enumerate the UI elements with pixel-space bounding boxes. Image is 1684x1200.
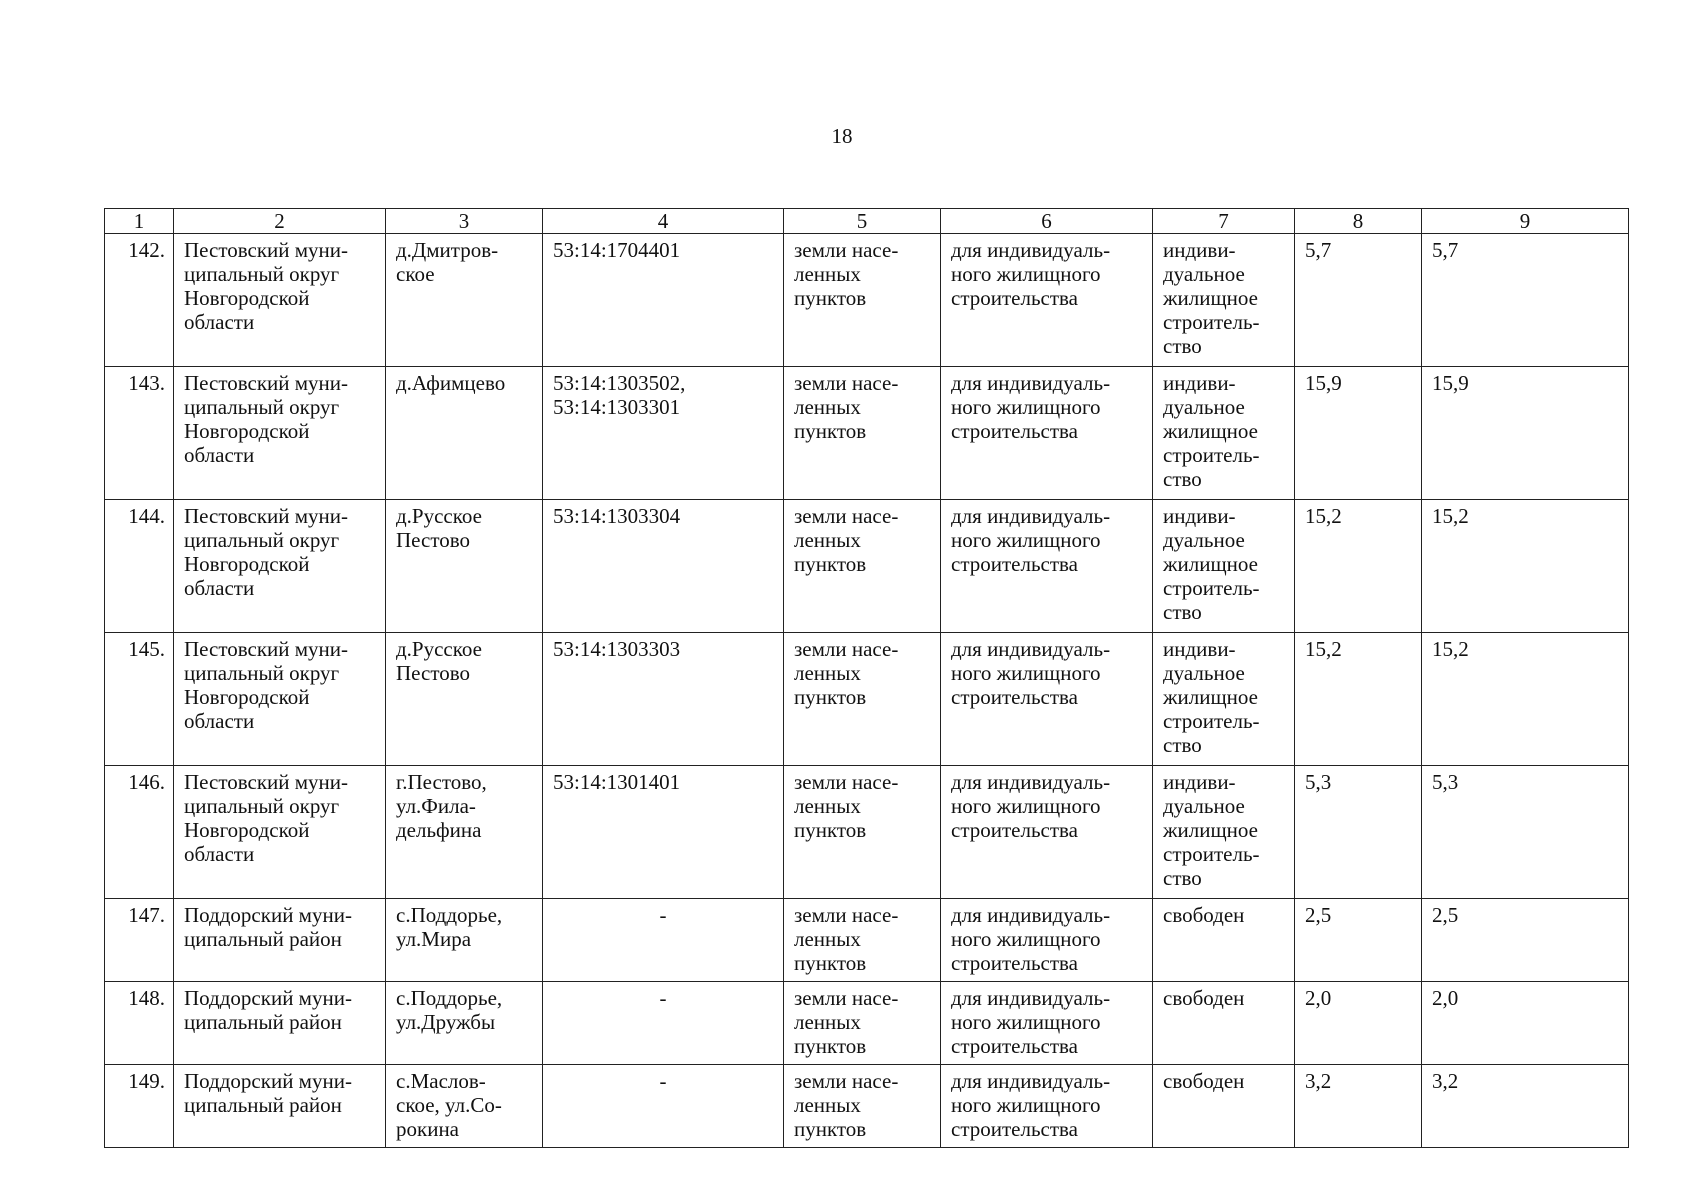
- table-row: [105, 633, 1629, 766]
- column-numbers-row: [105, 209, 1629, 234]
- area-cell: [1295, 766, 1422, 899]
- row-number: [105, 766, 174, 899]
- table-row: [105, 500, 1629, 633]
- status-cell: [1153, 500, 1295, 633]
- municipality-cell-text: Поддорский муни- ципальный район: [184, 986, 352, 1034]
- location-cell: [386, 633, 543, 766]
- location-cell-text: д.Афимцево: [396, 371, 506, 395]
- permitted-use-cell-text: для индивидуаль- ного жилищного строительства: [951, 238, 1111, 310]
- permitted-use-cell: [941, 766, 1153, 899]
- cadastral-cell-text: -: [659, 903, 667, 927]
- status-cell-text: индиви- дуальное жилищное строитель- ство: [1163, 238, 1260, 358]
- cadastral-cell: [543, 500, 784, 633]
- column-header-9: 9: [1422, 209, 1629, 234]
- status-cell: [1153, 766, 1295, 899]
- status-cell-text: свободен: [1163, 1069, 1245, 1093]
- land-category-cell-text: земли насе- ленных пунктов: [794, 986, 899, 1058]
- area-cell-2: [1422, 766, 1629, 899]
- municipality-cell-text: Поддорский муни- ципальный район: [184, 903, 352, 951]
- area-cell: [1295, 367, 1422, 500]
- area-cell-2: [1422, 234, 1629, 367]
- area-cell-2-text: 5,7: [1432, 238, 1459, 262]
- land-category-cell-text: земли насе- ленных пунктов: [794, 504, 899, 576]
- row-number: [105, 1065, 174, 1148]
- permitted-use-cell: [941, 500, 1153, 633]
- cadastral-cell-text: 53:14:1303502, 53:14:1303301: [553, 371, 686, 419]
- municipality-cell-text: Пестовский муни- ципальный округ Новгородской области: [184, 637, 349, 733]
- row-number-text: 143.: [128, 371, 165, 395]
- row-number: [105, 367, 174, 500]
- area-cell-text: 5,7: [1305, 238, 1332, 262]
- status-cell: [1153, 234, 1295, 367]
- land-category-cell-text: земли насе- ленных пунктов: [794, 770, 899, 842]
- status-cell: [1153, 982, 1295, 1065]
- cadastral-cell: [543, 766, 784, 899]
- permitted-use-cell: [941, 367, 1153, 500]
- location-cell-text: с.Маслов- ское, ул.Со- рокина: [396, 1069, 502, 1141]
- land-category-cell-text: земли насе- ленных пунктов: [794, 371, 899, 443]
- cadastral-cell-text: 53:14:1303304: [553, 504, 681, 528]
- status-cell-text: свободен: [1163, 903, 1245, 927]
- status-cell-text: индиви- дуальное жилищное строитель- ство: [1163, 371, 1260, 491]
- area-cell-2: [1422, 500, 1629, 633]
- table-row: [105, 367, 1629, 500]
- column-header-1: 1: [105, 209, 174, 234]
- table-row: [105, 899, 1629, 982]
- land-category-cell: [784, 899, 941, 982]
- municipality-cell: [174, 234, 386, 367]
- municipality-cell: [174, 633, 386, 766]
- area-cell-2: [1422, 982, 1629, 1065]
- permitted-use-cell: [941, 899, 1153, 982]
- land-category-cell: [784, 982, 941, 1065]
- location-cell: [386, 367, 543, 500]
- land-category-cell-text: земли насе- ленных пунктов: [794, 1069, 899, 1141]
- municipality-cell-text: Поддорский муни- ципальный район: [184, 1069, 352, 1117]
- cadastral-cell-text: 53:14:1301401: [553, 770, 681, 794]
- area-cell-text: 3,2: [1305, 1069, 1332, 1093]
- column-header-4: 4: [543, 209, 784, 234]
- row-number-text: 147.: [128, 903, 165, 927]
- location-cell-text: с.Поддорье, ул.Дружбы: [396, 986, 503, 1034]
- land-category-cell: [784, 633, 941, 766]
- permitted-use-cell-text: для индивидуаль- ного жилищного строительства: [951, 371, 1111, 443]
- municipality-cell-text: Пестовский муни- ципальный округ Новгородской области: [184, 238, 349, 334]
- permitted-use-cell-text: для индивидуаль- ного жилищного строительства: [951, 637, 1111, 709]
- row-number-text: 145.: [128, 637, 165, 661]
- row-number: [105, 234, 174, 367]
- cadastral-cell-text: 53:14:1704401: [553, 238, 681, 262]
- cadastral-cell: [543, 899, 784, 982]
- location-cell: [386, 234, 543, 367]
- row-number-text: 148.: [128, 986, 165, 1010]
- table-row: [105, 982, 1629, 1065]
- location-cell: [386, 899, 543, 982]
- area-cell-2-text: 5,3: [1432, 770, 1459, 794]
- row-number: [105, 982, 174, 1065]
- land-category-cell: [784, 234, 941, 367]
- municipality-cell: [174, 1065, 386, 1148]
- table-row: [105, 766, 1629, 899]
- column-header-7: 7: [1153, 209, 1295, 234]
- municipality-cell: [174, 766, 386, 899]
- row-number-text: 144.: [128, 504, 165, 528]
- status-cell-text: индиви- дуальное жилищное строитель- ство: [1163, 637, 1260, 757]
- location-cell: [386, 982, 543, 1065]
- area-cell-text: 5,3: [1305, 770, 1332, 794]
- area-cell-2-text: 2,5: [1432, 903, 1459, 927]
- area-cell-2-text: 15,9: [1432, 371, 1469, 395]
- row-number: [105, 633, 174, 766]
- cadastral-cell: [543, 982, 784, 1065]
- land-category-cell: [784, 1065, 941, 1148]
- status-cell: [1153, 633, 1295, 766]
- area-cell-2-text: 3,2: [1432, 1069, 1459, 1093]
- municipality-cell: [174, 367, 386, 500]
- area-cell: [1295, 234, 1422, 367]
- municipality-cell-text: Пестовский муни- ципальный округ Новгородской области: [184, 770, 349, 866]
- table-body: [105, 234, 1629, 1148]
- column-header-5: 5: [784, 209, 941, 234]
- area-cell-2-text: 2,0: [1432, 986, 1459, 1010]
- location-cell-text: с.Поддорье, ул.Мира: [396, 903, 503, 951]
- permitted-use-cell-text: для индивидуаль- ного жилищного строительства: [951, 770, 1111, 842]
- status-cell-text: индиви- дуальное жилищное строитель- ство: [1163, 770, 1260, 890]
- area-cell: [1295, 633, 1422, 766]
- page-number: 18: [831, 124, 853, 148]
- location-cell: [386, 500, 543, 633]
- table-row: [105, 1065, 1629, 1148]
- municipality-cell: [174, 982, 386, 1065]
- permitted-use-cell: [941, 1065, 1153, 1148]
- status-cell: [1153, 899, 1295, 982]
- area-cell: [1295, 982, 1422, 1065]
- municipality-cell-text: Пестовский муни- ципальный округ Новгородской области: [184, 371, 349, 467]
- area-cell: [1295, 899, 1422, 982]
- row-number: [105, 500, 174, 633]
- area-cell-text: 2,5: [1305, 903, 1332, 927]
- cadastral-cell: [543, 234, 784, 367]
- municipality-cell: [174, 500, 386, 633]
- row-number: [105, 899, 174, 982]
- area-cell-text: 15,9: [1305, 371, 1342, 395]
- status-cell: [1153, 1065, 1295, 1148]
- permitted-use-cell-text: для индивидуаль- ного жилищного строительства: [951, 903, 1111, 975]
- location-cell-text: д.Русское Пестово: [396, 637, 482, 685]
- area-cell-text: 2,0: [1305, 986, 1332, 1010]
- area-cell-2: [1422, 633, 1629, 766]
- status-cell-text: свободен: [1163, 986, 1245, 1010]
- cadastral-cell: [543, 367, 784, 500]
- cadastral-cell-text: 53:14:1303303: [553, 637, 681, 661]
- column-header-2: 2: [174, 209, 386, 234]
- land-category-cell: [784, 367, 941, 500]
- table-header: [105, 209, 1629, 234]
- cadastral-cell: [543, 1065, 784, 1148]
- location-cell: [386, 766, 543, 899]
- row-number-text: 146.: [128, 770, 165, 794]
- permitted-use-cell-text: для индивидуаль- ного жилищного строительства: [951, 986, 1111, 1058]
- area-cell-2-text: 15,2: [1432, 637, 1469, 661]
- area-cell-2: [1422, 1065, 1629, 1148]
- location-cell-text: д.Русское Пестово: [396, 504, 482, 552]
- cadastral-cell: [543, 633, 784, 766]
- cadastral-cell-text: -: [659, 1069, 667, 1093]
- permitted-use-cell-text: для индивидуаль- ного жилищного строительства: [951, 504, 1111, 576]
- row-number-text: 142.: [128, 238, 165, 262]
- location-cell-text: г.Пестово, ул.Фила- дельфина: [396, 770, 487, 842]
- municipality-cell: [174, 899, 386, 982]
- land-category-cell: [784, 500, 941, 633]
- land-plots-table: [104, 208, 1629, 1148]
- land-category-cell-text: земли насе- ленных пунктов: [794, 903, 899, 975]
- municipality-cell-text: Пестовский муни- ципальный округ Новгородской области: [184, 504, 349, 600]
- land-category-cell-text: земли насе- ленных пунктов: [794, 637, 899, 709]
- column-header-3: 3: [386, 209, 543, 234]
- area-cell-text: 15,2: [1305, 504, 1342, 528]
- location-cell-text: д.Дмитров- ское: [396, 238, 499, 286]
- area-cell-2: [1422, 367, 1629, 500]
- permitted-use-cell-text: для индивидуаль- ного жилищного строительства: [951, 1069, 1111, 1141]
- cadastral-cell-text: -: [659, 986, 667, 1010]
- row-number-text: 149.: [128, 1069, 165, 1093]
- column-header-6: 6: [941, 209, 1153, 234]
- land-category-cell-text: земли насе- ленных пунктов: [794, 238, 899, 310]
- location-cell: [386, 1065, 543, 1148]
- area-cell-text: 15,2: [1305, 637, 1342, 661]
- land-category-cell: [784, 766, 941, 899]
- permitted-use-cell: [941, 633, 1153, 766]
- table-row: [105, 234, 1629, 367]
- permitted-use-cell: [941, 234, 1153, 367]
- area-cell: [1295, 500, 1422, 633]
- column-header-8: 8: [1295, 209, 1422, 234]
- area-cell-2-text: 15,2: [1432, 504, 1469, 528]
- status-cell: [1153, 367, 1295, 500]
- permitted-use-cell: [941, 982, 1153, 1065]
- area-cell: [1295, 1065, 1422, 1148]
- status-cell-text: индиви- дуальное жилищное строитель- ство: [1163, 504, 1260, 624]
- area-cell-2: [1422, 899, 1629, 982]
